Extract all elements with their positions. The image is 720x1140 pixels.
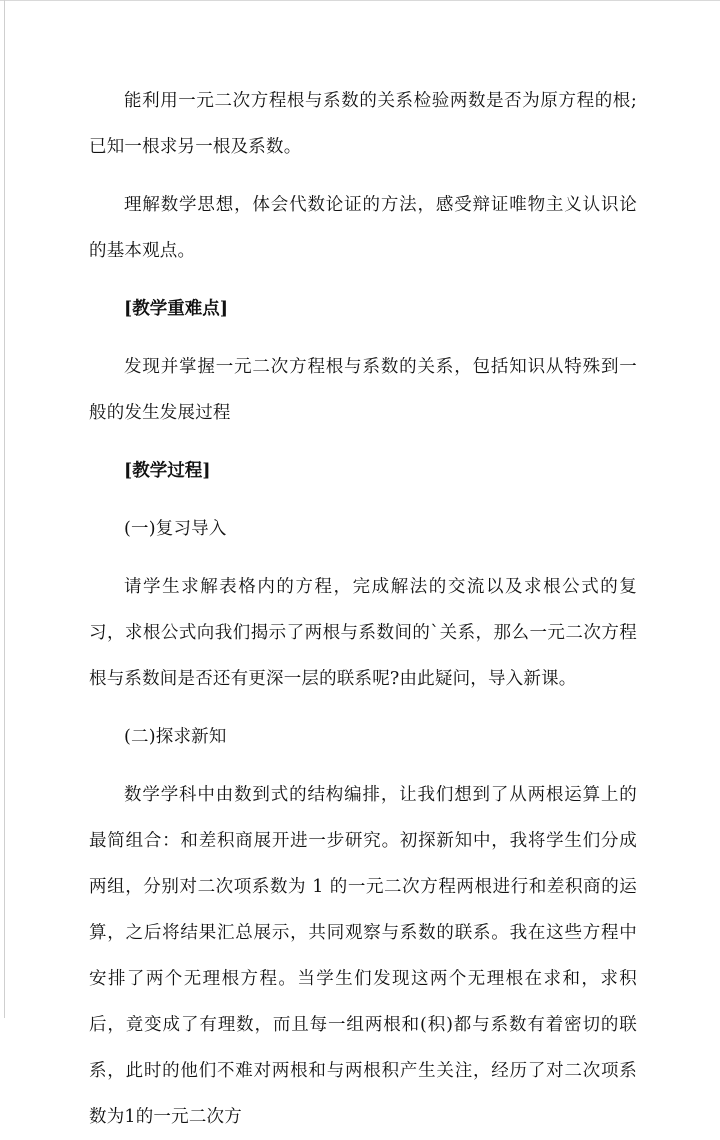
subheading-review-intro: (一)复习导入 — [124, 519, 227, 539]
paragraph-explore-details: 数学学科中由数到式的结构编排，让我们想到了从两根运算上的最简组合：和差积商展开进一步研究。初探新知中，我将学生们分成两组，分别对二次项系数为 1 的一元二次方程两根进行和差积商的运算，之后将结果汇总展示，共同观察与系数的联系。我在这些方程中安排了两个无理根方程。当学生们发现这两个无理根在求和，求积后，竟变成了有理数，而且每一组两根和(积)都与系数有着密切的联系，此时的他们不难对两根和与两根积产生关注，经历了对二次项系数为1的一元二次方 — [89, 785, 637, 1127]
paragraph-review-details: 请学生求解表格内的方程，完成解法的交流以及求根公式的复习，求根公式向我们揭示了两根与系数间的`关系，那么一元二次方程根与系数间是否还有更深一层的联系呢?由此疑问，导入新课。 — [89, 577, 637, 689]
heading-teaching-process: [教学过程] — [124, 461, 211, 481]
subheading-explore-new: (二)探求新知 — [124, 727, 227, 747]
heading-key-difficult-points: [教学重难点] — [124, 299, 229, 319]
document-body — [89, 78, 637, 1140]
page-top-edge — [0, 0, 720, 1]
paragraph-discover-relation: 发现并掌握一元二次方程根与系数的关系，包括知识从特殊到一般的发生发展过程 — [89, 357, 637, 423]
page-left-edge — [4, 0, 5, 1018]
paragraph-math-thinking: 理解数学思想，体会代数论证的方法，感受辩证唯物主义认识论的基本观点。 — [89, 195, 637, 261]
paragraph-verify-roots: 能利用一元二次方程根与系数的关系检验两数是否为原方程的根;已知一根求另一根及系数。 — [89, 91, 637, 157]
